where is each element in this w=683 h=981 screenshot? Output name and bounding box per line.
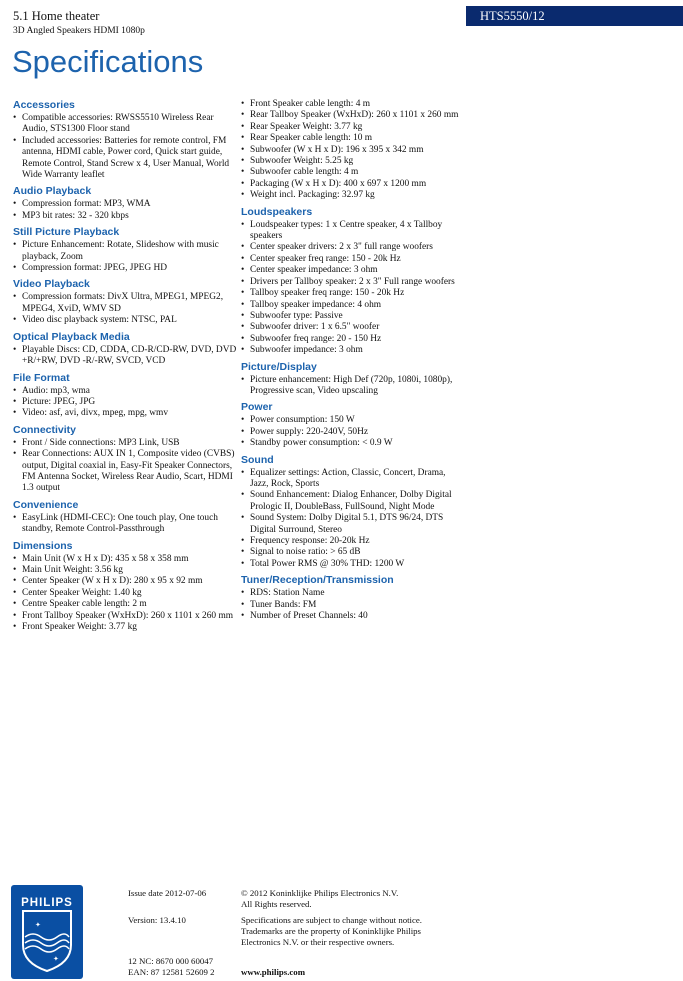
spec-list [13,438,238,495]
spec-item: • Subwoofer (W x H x D): 196 x 395 x 342 mm [241,145,466,156]
copyright [241,888,461,910]
spec-item: • Weight incl. Packaging: 32.97 kg [241,190,466,201]
philips-logo [11,885,83,979]
spec-item: • Front / Side connections: MP3 Link, USB [13,438,238,449]
notice-line: Trademarks are the property of Koninklijke Philips [241,926,421,936]
section-title: Optical Playback Media [13,330,130,343]
copyright-line: © 2012 Koninklijke Philips Electronics N.V. [241,888,399,898]
spec-column-right [241,99,466,626]
ean-number: EAN: 87 12581 52609 2 [128,967,215,977]
spec-item: • Loudspeaker types: 1 x Centre speaker, 4 x Tallboy speakers [241,220,466,243]
version: Version: 13.4.10 [128,915,186,925]
spec-item: • Power supply: 220-240V, 50Hz [241,427,466,438]
spec-item: • MP3 bit rates: 32 - 320 kbps [13,211,238,222]
spec-item: • Picture: JPEG, JPG [13,397,238,408]
spec-item: • Compression format: JPEG, JPEG HD [13,263,238,274]
spec-item: • Video: asf, avi, divx, mpeg, mpg, wmv [13,408,238,419]
spec-item: • Subwoofer impedance: 3 ohm [241,345,466,356]
spec-item: • Sound Enhancement: Dialog Enhancer, Dolby Digital Prologic II, DoubleBass, FullSound, Night Mode [241,490,466,513]
notice-line: Electronics N.V. or their respective owners. [241,937,395,947]
spec-section [241,574,466,622]
spec-item: • Rear Connections: AUX IN 1, Composite video (CVBS) output, Digital coaxial in, Easy-Fit Speaker Connectors, FM Antenna Socket, Wireless Rear Audio, Scart, HDMI 1.3 output [13,449,238,495]
spec-list [13,292,238,326]
spec-item: • Standby power consumption: < 0.9 W [241,438,466,449]
spec-column-left [13,99,238,637]
spec-list [13,113,238,181]
spec-item: • RDS: Station Name [241,588,466,599]
svg-text:✦: ✦ [35,921,41,929]
spec-item: • Rear Speaker Weight: 3.77 kg [241,122,466,133]
spec-section [13,372,238,420]
spec-list [241,99,466,202]
spec-list [13,199,238,222]
spec-item: • Signal to noise ratio: > 65 dB [241,547,466,558]
spec-section [241,206,466,357]
nc-number: 12 NC: 8670 000 60047 [128,956,214,966]
spec-list [13,345,238,368]
spec-section [13,331,238,368]
spec-item: • Front Tallboy Speaker (WxHxD): 260 x 1101 x 260 mm [13,611,238,622]
spec-item: • Packaging (W x H x D): 400 x 697 x 1200 mm [241,179,466,190]
model-badge: HTS5550/12 [466,6,683,26]
spec-item: • Compatible accessories: RWSS5510 Wireless Rear Audio, STS1300 Floor stand [13,113,238,136]
copyright-line: All Rights reserved. [241,899,312,909]
spec-list [241,468,466,571]
spec-item: • Tuner Bands: FM [241,600,466,611]
spec-list [241,220,466,357]
spec-item: • Drivers per Tallboy speaker: 2 x 3" Full range woofers [241,277,466,288]
spec-section [13,499,238,536]
spec-item: • Compression formats: DivX Ultra, MPEG1, MPEG2, MPEG4, XviD, WMV SD [13,292,238,315]
footer [0,880,683,981]
spec-item: • Subwoofer cable length: 4 m [241,167,466,178]
spec-list [241,588,466,622]
issue-date: Issue date 2012-07-06 [128,888,207,898]
spec-item: • Center Speaker Weight: 1.40 kg [13,588,238,599]
header-title: 5.1 Home theater [13,9,100,23]
spec-item: • Front Speaker cable length: 4 m [241,99,466,110]
section-title: File Format [13,371,70,384]
section-title: Accessories [13,99,75,111]
spec-item: • Tallboy speaker freq range: 150 - 20k Hz [241,288,466,299]
spec-item: • Picture enhancement: High Def (720p, 1080i, 1080p), Progressive scan, Video upscaling [241,375,466,398]
spec-section [241,401,466,449]
section-title: Dimensions [13,539,73,552]
spec-section [13,278,238,326]
spec-item: • Subwoofer Weight: 5.25 kg [241,156,466,167]
spec-item: • Main Unit (W x H x D): 435 x 58 x 358 mm [13,554,238,565]
spec-item: • Center speaker impedance: 3 ohm [241,265,466,276]
spec-item: • Number of Preset Channels: 40 [241,611,466,622]
spec-item: • Main Unit Weight: 3.56 kg [13,565,238,576]
spec-section [241,99,466,202]
svg-text:✦: ✦ [53,955,59,963]
notice-line: Specifications are subject to change without notice. [241,915,423,925]
spec-section [13,424,238,495]
section-title: Audio Playback [13,185,92,198]
section-title: Still Picture Playback [13,226,120,239]
spec-list [13,386,238,420]
section-title: Connectivity [13,423,77,436]
philips-wordmark: PHILIPS [21,897,73,909]
spec-item: • Centre Speaker cable length: 2 m [13,599,238,610]
page-title: Specifications [12,44,204,79]
spec-section [13,226,238,274]
spec-section [13,99,238,181]
spec-list [13,554,238,634]
spec-item: • Center speaker freq range: 150 - 20k Hz [241,254,466,265]
website-link[interactable]: www.philips.com [241,967,306,977]
spec-item: • Center Speaker (W x H x D): 280 x 95 x 92 mm [13,576,238,587]
spec-item: • Tallboy speaker impedance: 4 ohm [241,300,466,311]
spec-item: • Video disc playback system: NTSC, PAL [13,315,238,326]
section-title: Picture/Display [241,360,317,373]
spec-item: • Total Power RMS @ 30% THD: 1200 W [241,559,466,570]
spec-item: • Subwoofer driver: 1 x 6.5" woofer [241,322,466,333]
spec-item: • Equalizer settings: Action, Classic, Concert, Drama, Jazz, Rock, Sports [241,468,466,491]
section-title: Convenience [13,498,79,511]
spec-section [241,361,466,398]
section-title: Loudspeakers [241,205,313,218]
section-title: Sound [241,453,274,466]
spec-item: • Rear Speaker cable length: 10 m [241,133,466,144]
spec-notice [241,915,471,948]
spec-section [13,540,238,634]
spec-item: • Rear Tallboy Speaker (WxHxD): 260 x 1101 x 260 mm [241,110,466,121]
section-title: Tuner/Reception/Transmission [241,574,394,587]
spec-item: • Compression format: MP3, WMA [13,199,238,210]
spec-item: • Picture Enhancement: Rotate, Slideshow with music playback, Zoom [13,240,238,263]
spec-item: • Included accessories: Batteries for remote control, FM antenna, HDMI cable, Power cord, Quick start guide, Remote Control, Stand Screw x 4, User Manual, World Wide Warranty leaflet [13,136,238,182]
spec-item: • Subwoofer type: Passive [241,311,466,322]
spec-list [13,513,238,536]
spec-item: • EasyLink (HDMI-CEC): One touch play, One touch standby, Remote Control-Passthrough [13,513,238,536]
spec-item: • Power consumption: 150 W [241,415,466,426]
spec-item: • Audio: mp3, wma [13,386,238,397]
spec-list [13,240,238,274]
spec-item: • Playable Discs: CD, CDDA, CD-R/CD-RW, DVD, DVD +R/+RW, DVD -R/-RW, SVCD, VCD [13,345,238,368]
spec-item: • Subwoofer freq range: 20 - 150 Hz [241,334,466,345]
spec-item: • Sound System: Dolby Digital 5.1, DTS 96/24, DTS Digital Surround, Stereo [241,513,466,536]
section-title: Video Playback [13,278,90,291]
spec-section [13,185,238,222]
header-subtitle: 3D Angled Speakers HDMI 1080p [13,26,145,36]
spec-item: • Center speaker drivers: 2 x 3" full range woofers [241,242,466,253]
section-title: Power [241,401,273,414]
spec-item: • Front Speaker Weight: 3.77 kg [13,622,238,633]
spec-list [241,375,466,398]
spec-section [241,454,466,571]
spec-list [241,415,466,449]
spec-item: • Frequency response: 20-20k Hz [241,536,466,547]
